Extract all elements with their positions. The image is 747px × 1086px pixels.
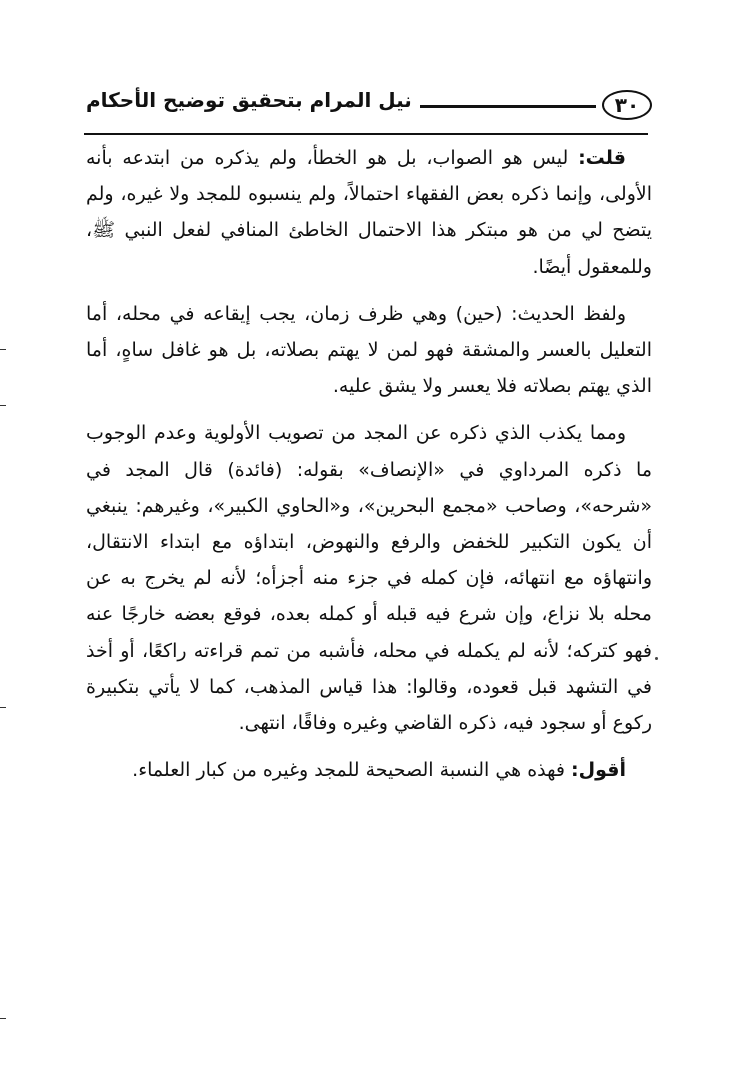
paragraph-1-lead: قلت: <box>578 147 626 169</box>
page-header <box>86 86 652 132</box>
book-title: نيل المرام بتحقيق توضيح الأحكام <box>86 88 412 112</box>
paragraph-4-lead: أقول: <box>571 759 626 782</box>
paragraph-4 <box>86 752 652 788</box>
paragraph-3 <box>86 415 652 741</box>
header-rule <box>420 105 596 108</box>
margin-mark <box>0 1018 6 1019</box>
margin-mark <box>0 349 6 350</box>
paragraph-4-text: فهذه هي النسبة الصحيحة للمجد وغيره من كبار العلماء. <box>132 759 572 782</box>
body-text <box>86 140 652 788</box>
margin-mark <box>0 707 6 708</box>
paragraph-1-text: ليس هو الصواب، بل هو الخطأ، ولم يذكره من ابتدعه بأنه الأولى، وإنما ذكره بعض الفقهاء احتمالاً، ولم ينسبوه للمجد ولا غيره، ولم يتضح لي من هو مبتكر هذا الاحتمال الخاطئ المنافي لفعل النبي ﷺ، وللمعقول أيضًا. <box>86 147 652 278</box>
paragraph-3-text: ومما يكذب الذي ذكره عن المجد من تصويب الأولوية وعدم الوجوب ما ذكره المرداوي في «الإنصاف» بقوله: (فائدة) قال المجد في «شرحه»، وصاحب «مجمع البحرين»، و«الحاوي الكبير»، وغيرهم: ينبغي أن يكون التكبير للخفض والرفع والنهوض، ابتداؤه مع ابتداء الانتقال، وانتهاؤه مع انتهائه، فإن كمله في جزء منه أجزأه؛ لأنه لم يخرج به عن محله بلا نزاع، وإن شرع فيه قبله أو كمله بعده، فوقع بعضه خارجًا عنه فهو كتركه؛ لأنه لم يكمله في محله، فأشبه من تمم قراءته راكعًا، أو أخذ في التشهد قبل قعوده، وقالوا: هذا قياس المذهب، كما لا يأتي بتكبيرة ركوع أو سجود فيه، ذكره القاضي وغيره وفاقًا، انتهى. <box>86 422 652 735</box>
header-underline <box>84 133 648 135</box>
page-number: ٣٠ <box>602 90 652 120</box>
paragraph-2-text: ولفظ الحديث: (حين) وهي ظرف زمان، يجب إيقاعه في محله، أما التعليل بالعسر والمشقة فهو لمن لا يهتم بصلاته، بل هو غافل ساهٍ، أما الذي يهتم بصلاته فلا يعسر ولا يشق عليه. <box>86 302 652 398</box>
speck-mark <box>655 657 658 660</box>
paragraph-2 <box>86 296 652 405</box>
margin-mark <box>0 405 6 406</box>
paragraph-1 <box>86 140 652 285</box>
